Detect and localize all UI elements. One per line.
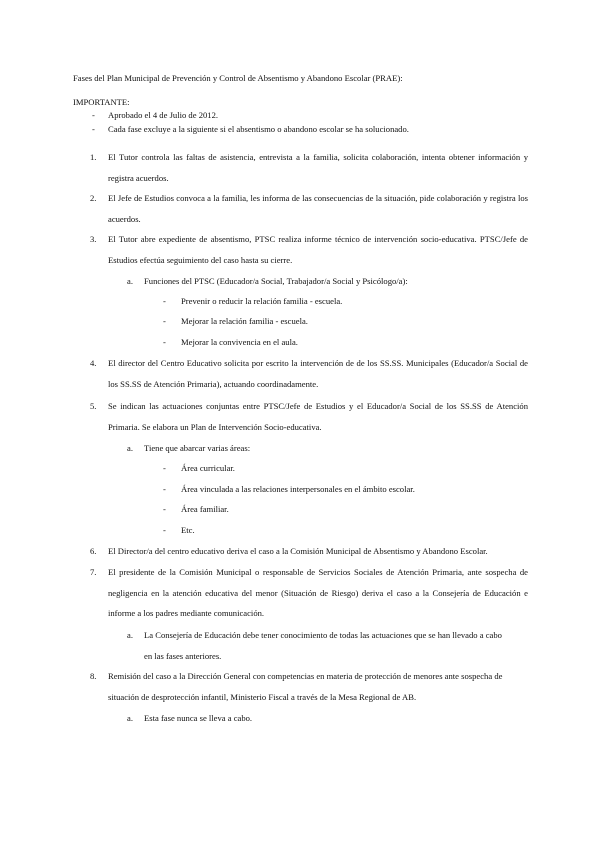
phase-number: 7.	[90, 567, 97, 577]
sub-marker: a.	[127, 630, 133, 640]
area-item: Etc.	[181, 525, 195, 535]
phase-2-text: El Jefe de Estudios convoca a la familia, les informa de las consecuencias de la situación, pide colaboración y registra los acuerdos.	[108, 193, 528, 224]
phase-3-sub-text: Funciones del PTSC (Educador/a Social, Trabajador/a Social y Psicólogo/a):	[144, 276, 408, 286]
phase-4-text: El director del Centro Educativo solicita por escrito la intervención de de los SS.SS. Municipales (Educador/a Social de los SS.SS de Atención Primaria), actuando coordinadamente.	[108, 358, 528, 389]
dash-marker: -	[163, 525, 166, 535]
phase-number: 1.	[90, 152, 97, 162]
phase-6-text: El Director/a del centro educativo deriva el caso a la Comisión Municipal de Absentismo y Abandono Escolar.	[108, 546, 488, 556]
phase-number: 4.	[90, 358, 97, 368]
sub-marker: a.	[127, 276, 133, 286]
dash-marker: -	[163, 337, 166, 347]
area-item: Área familiar.	[181, 504, 229, 514]
ptsc-function: Mejorar la relación familia - escuela.	[181, 316, 308, 326]
area-item: Área curricular.	[181, 463, 235, 473]
phase-number: 5.	[90, 401, 97, 411]
dash-marker: -	[92, 124, 95, 134]
sub-marker: a.	[127, 443, 133, 453]
phase-3-text: El Tutor abre expediente de absentismo, PTSC realiza informe técnico de intervención socio-educativa. PTSC/Jefe de Estudios efectúa seguimiento del caso hasta su cierre.	[108, 234, 528, 265]
note-exclusion: Cada fase excluye a la siguiente si el absentismo o abandono escolar se ha solucionado.	[108, 124, 409, 134]
phase-number: 2.	[90, 193, 97, 203]
note-approved: Aprobado el 4 de Julio de 2012.	[108, 110, 219, 120]
dash-marker: -	[92, 110, 95, 120]
dash-marker: -	[163, 316, 166, 326]
document-title: Fases del Plan Municipal de Prevención y Control de Absentismo y Abandono Escolar (PRAE):	[73, 73, 403, 83]
ptsc-function: Mejorar la convivencia en el aula.	[181, 337, 298, 347]
dash-marker: -	[163, 296, 166, 306]
area-item: Área vinculada a las relaciones interpersonales en el ámbito escolar.	[181, 484, 415, 494]
phase-1-text: El Tutor controla las faltas de asistencia, entrevista a la familia, solicita colaboración, intenta obtener información y registra acuerdos.	[108, 152, 528, 183]
phase-5-text: Se indican las actuaciones conjuntas entre PTSC/Jefe de Estudios y el Educador/a Social de los SS.SS de Atención Primaria. Se elabora un Plan de Intervención Socio-educativa.	[108, 401, 528, 432]
phase-number: 8.	[90, 671, 97, 681]
ptsc-function: Prevenir o reducir la relación familia - escuela.	[181, 296, 343, 306]
phase-5-sub-text: Tiene que abarcar varias áreas:	[144, 443, 251, 453]
phase-7-text: El presidente de la Comisión Municipal o responsable de Servicios Sociales de Atención Primaria, ante sospecha de negligencia en la atención educativa del menor (Situación de Riesgo) deriva el caso a la Consejería de Educación e informe a los padres mediante comunicación.	[108, 567, 528, 619]
dash-marker: -	[163, 484, 166, 494]
dash-marker: -	[163, 504, 166, 514]
phase-number: 3.	[90, 234, 97, 244]
phase-7-sub-text: La Consejería de Educación debe tener conocimiento de todas las actuaciones que se han llevado a cabo en las fases anteriores.	[144, 630, 502, 661]
important-heading: IMPORTANTE:	[73, 97, 130, 107]
sub-marker: a.	[127, 713, 133, 723]
phase-8-text: Remisión del caso a la Dirección General con competencias en materia de protección de menores ante sospecha de situación de desprotección infantil, Ministerio Fiscal a través de la Mesa Regional de AB.	[108, 671, 503, 702]
dash-marker: -	[163, 463, 166, 473]
phase-number: 6.	[90, 546, 97, 556]
phase-8-sub-text: Esta fase nunca se lleva a cabo.	[144, 713, 253, 723]
